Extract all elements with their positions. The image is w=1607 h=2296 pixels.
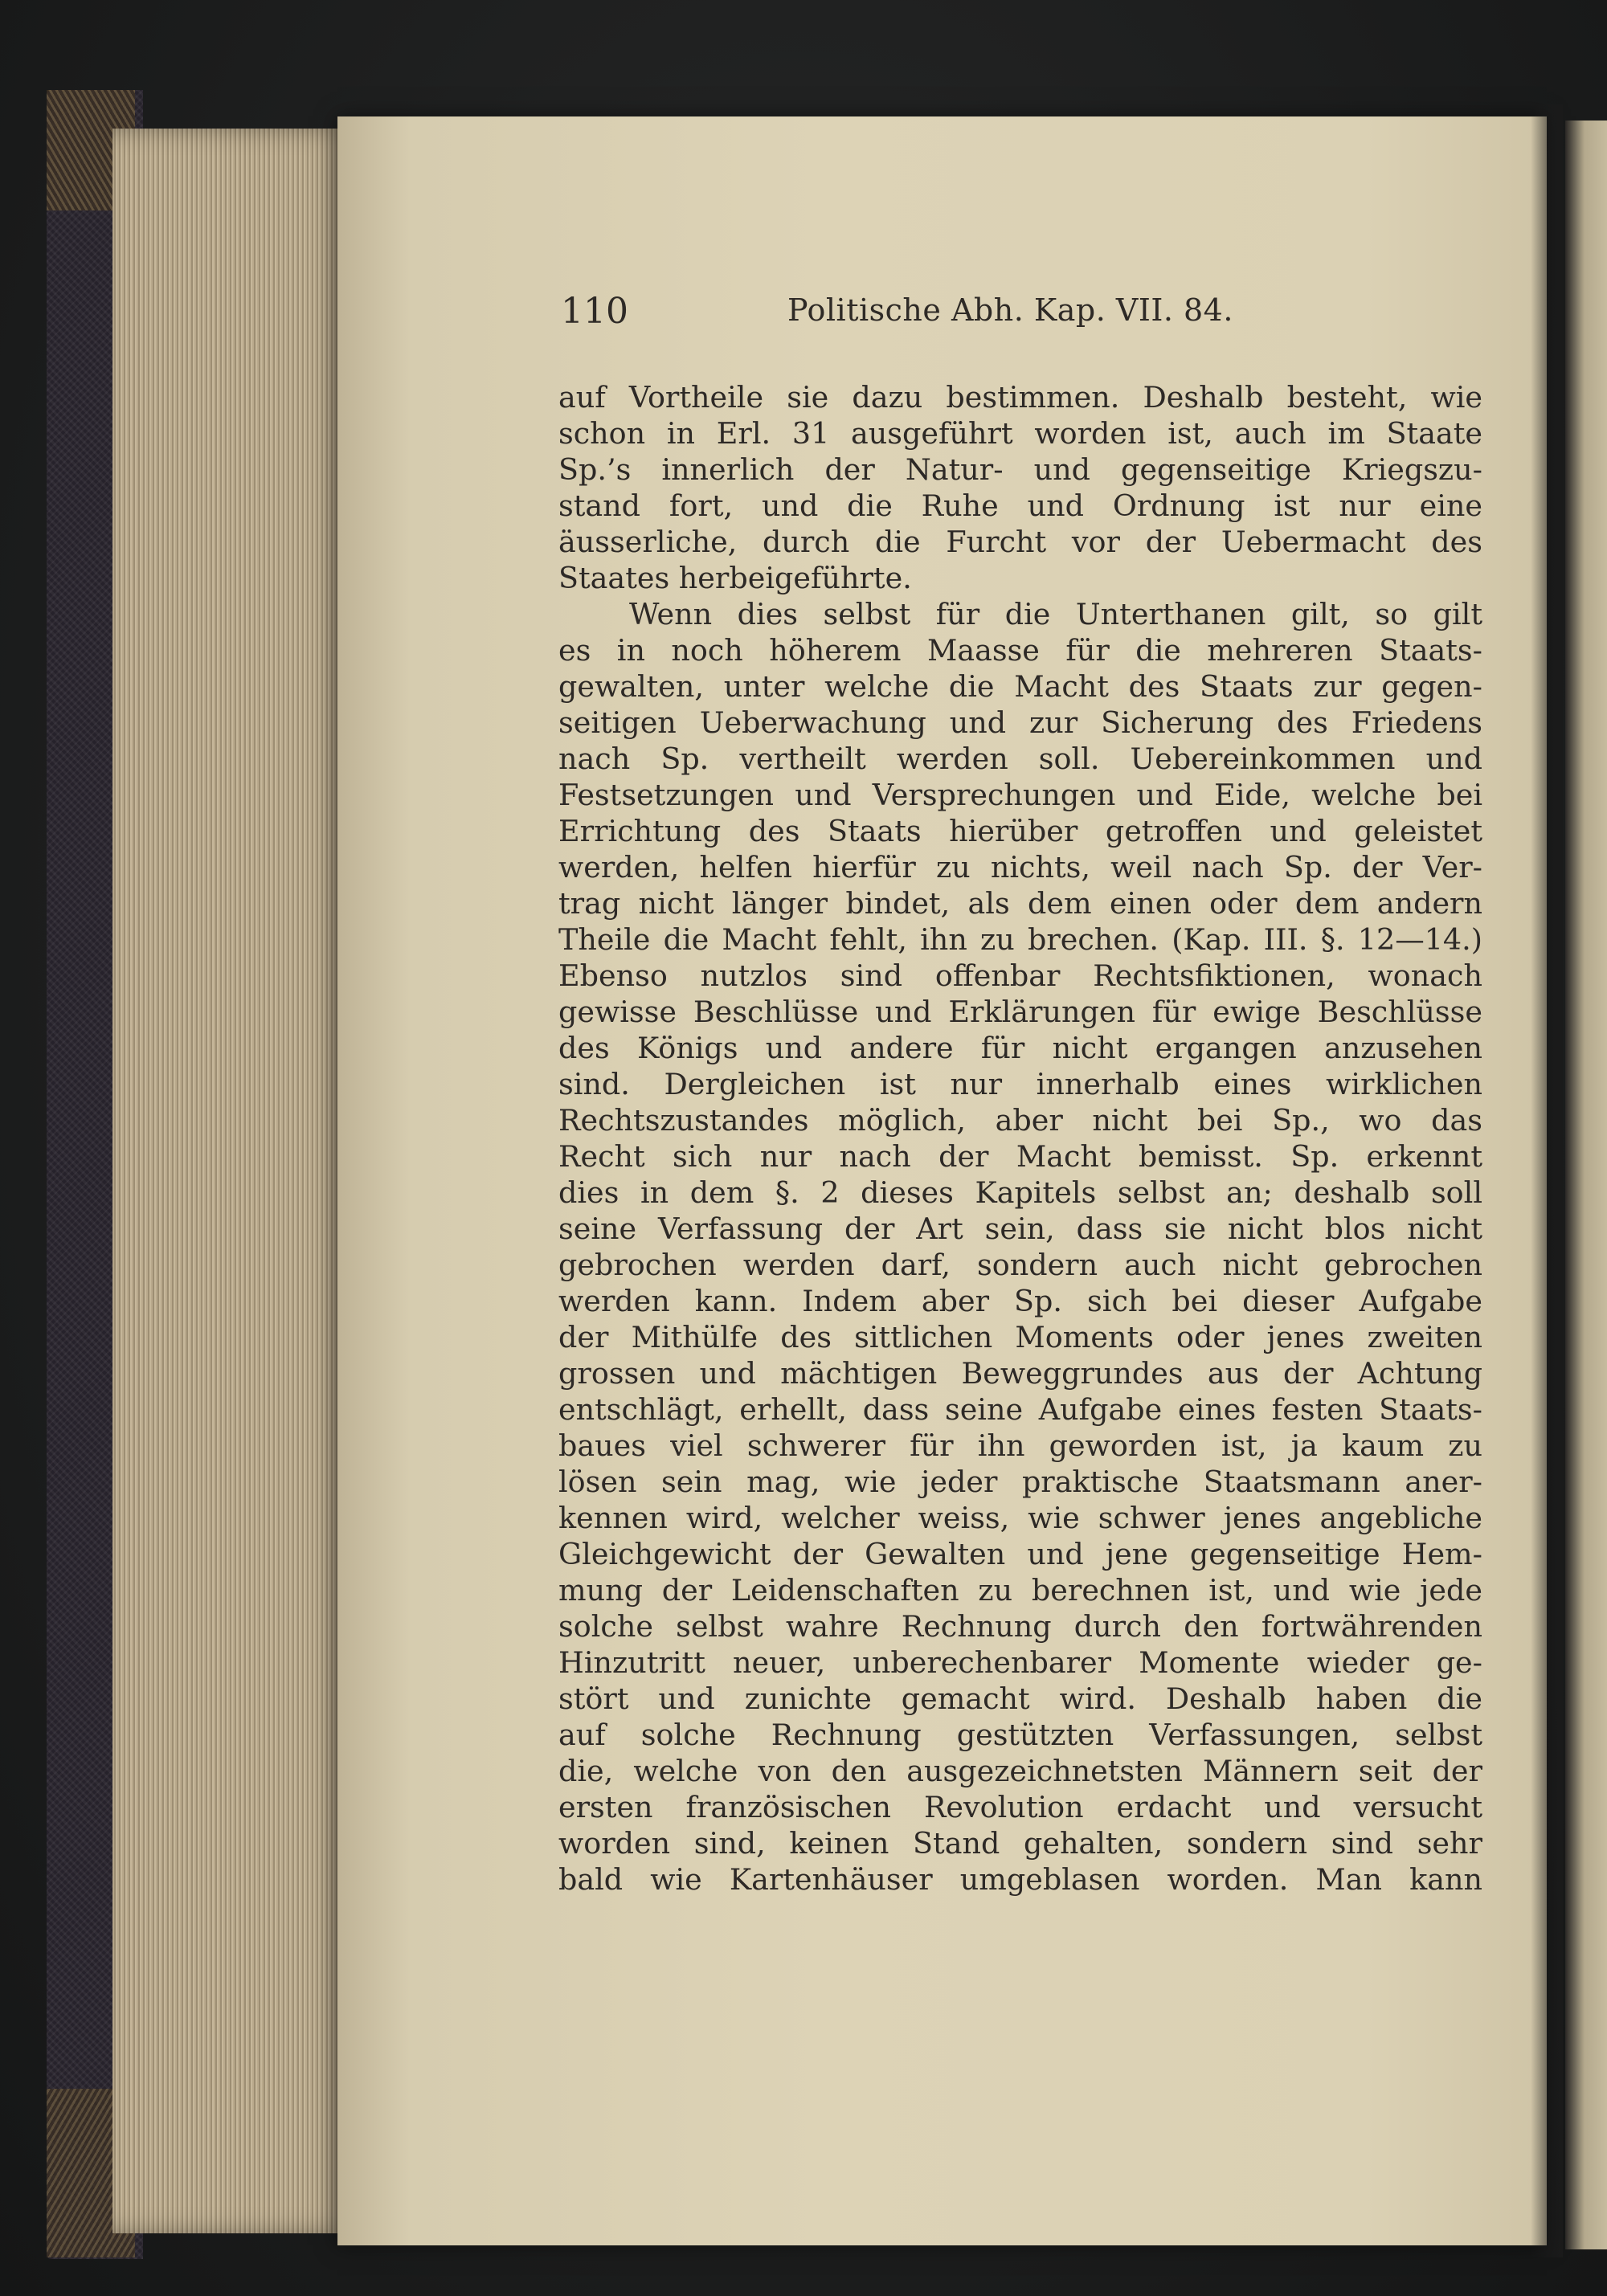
text-line: gewalten, unter welche die Macht des Staats zur gegen- (558, 669, 1482, 704)
text-line: kennen wird, welcher weiss, wie schwer jenes angebliche (558, 1501, 1482, 1535)
text-line: Wenn dies selbst für die Unterthanen gilt, so gilt (629, 597, 1482, 631)
text-line: der Mithülfe des sittlichen Moments oder jenes zweiten (558, 1320, 1482, 1354)
text-line: entschlägt, erhellt, dass seine Aufgabe eines festen Staats- (558, 1392, 1482, 1427)
page-edges (112, 129, 354, 2233)
text-line: stört und zunichte gemacht wird. Deshalb haben die (558, 1681, 1482, 1716)
text-line: Festsetzungen und Versprechungen und Eide, welche bei (558, 778, 1482, 812)
text-line: schon in Erl. 31 ausgeführt worden ist, auch im Staate (558, 416, 1482, 451)
text-line: äusserliche, durch die Furcht vor der Uebermacht des (558, 525, 1482, 559)
text-line: Ebenso nutzlos sind offenbar Rechtsfiktionen, wonach (558, 958, 1482, 993)
next-page-edge (1565, 121, 1607, 2249)
page-number: 110 (561, 291, 628, 332)
text-line: grossen und mächtigen Beweggrundes aus der Achtung (558, 1356, 1482, 1391)
text-line: die, welche von den ausgezeichnetsten Männern seit der (558, 1754, 1482, 1788)
text-line: auf Vortheile sie dazu bestimmen. Deshalb besteht, wie (558, 380, 1482, 415)
text-line: stand fort, und die Ruhe und Ordnung ist nur eine (558, 488, 1482, 523)
text-line: lösen sein mag, wie jeder praktische Staatsmann aner- (558, 1465, 1482, 1499)
text-line: es in noch höherem Maasse für die mehreren Staats- (558, 633, 1482, 668)
text-line: des Königs und andere für nicht ergangen anzusehen (558, 1031, 1482, 1065)
text-line: Errichtung des Staats hierüber getroffen und geleistet (558, 814, 1482, 848)
text-line: Theile die Macht fehlt, ihn zu brechen. (Kap. III. §. 12—14.) (558, 922, 1482, 957)
text-line: worden sind, keinen Stand gehalten, sondern sind sehr (558, 1826, 1482, 1861)
text-line: nach Sp. vertheilt werden soll. Uebereinkommen und (558, 742, 1482, 776)
text-line: sind. Dergleichen ist nur innerhalb eines wirklichen (558, 1067, 1482, 1101)
text-line: dies in dem §. 2 dieses Kapitels selbst an; deshalb soll (558, 1175, 1482, 1210)
text-line: trag nicht länger bindet, als dem einen oder dem andern (558, 886, 1482, 921)
paragraph (558, 379, 1482, 596)
text-line: auf solche Rechnung gestützten Verfassungen, selbst (558, 1718, 1482, 1752)
text-line: baues viel schwerer für ihn geworden ist, ja kaum zu (558, 1428, 1482, 1463)
text-line: gebrochen werden darf, sondern auch nicht gebrochen (558, 1248, 1482, 1282)
text-line: mung der Leidenschaften zu berechnen ist, und wie jede (558, 1573, 1482, 1608)
text-line: gewisse Beschlüsse und Erklärungen für ewige Beschlüsse (558, 995, 1482, 1029)
text-line: seine Verfassung der Art sein, dass sie nicht blos nicht (558, 1211, 1482, 1246)
text-line: werden kann. Indem aber Sp. sich bei dieser Aufgabe (558, 1284, 1482, 1318)
text-line: Rechtszustandes möglich, aber nicht bei Sp., wo das (558, 1103, 1482, 1138)
text-line: Recht sich nur nach der Macht bemisst. Sp. erkennt (558, 1139, 1482, 1174)
text-line: ersten französischen Revolution erdacht und versucht (558, 1790, 1482, 1824)
page-gutter-shadow (1531, 104, 1563, 2257)
paragraph (558, 596, 1482, 1898)
body-text (558, 379, 1482, 1898)
text-line: Gleichgewicht der Gewalten und jene gegenseitige Hem- (558, 1537, 1482, 1571)
page-header (561, 291, 1268, 339)
running-title: Politische Abh. Kap. VII. 84. (787, 292, 1233, 328)
text-line: seitigen Ueberwachung und zur Sicherung des Friedens (558, 705, 1482, 740)
text-line: Hinzutritt neuer, unberechenbarer Momente wieder ge- (558, 1645, 1482, 1680)
text-line: Sp.’s innerlich der Natur- und gegenseitige Kriegszu- (558, 452, 1482, 487)
text-line: Staates herbeigeführte. (558, 561, 912, 595)
text-line: solche selbst wahre Rechnung durch den fortwährenden (558, 1609, 1482, 1644)
text-line: bald wie Kartenhäuser umgeblasen worden. Man kann (558, 1862, 1482, 1897)
text-line: werden, helfen hierfür zu nichts, weil nach Sp. der Ver- (558, 850, 1482, 884)
